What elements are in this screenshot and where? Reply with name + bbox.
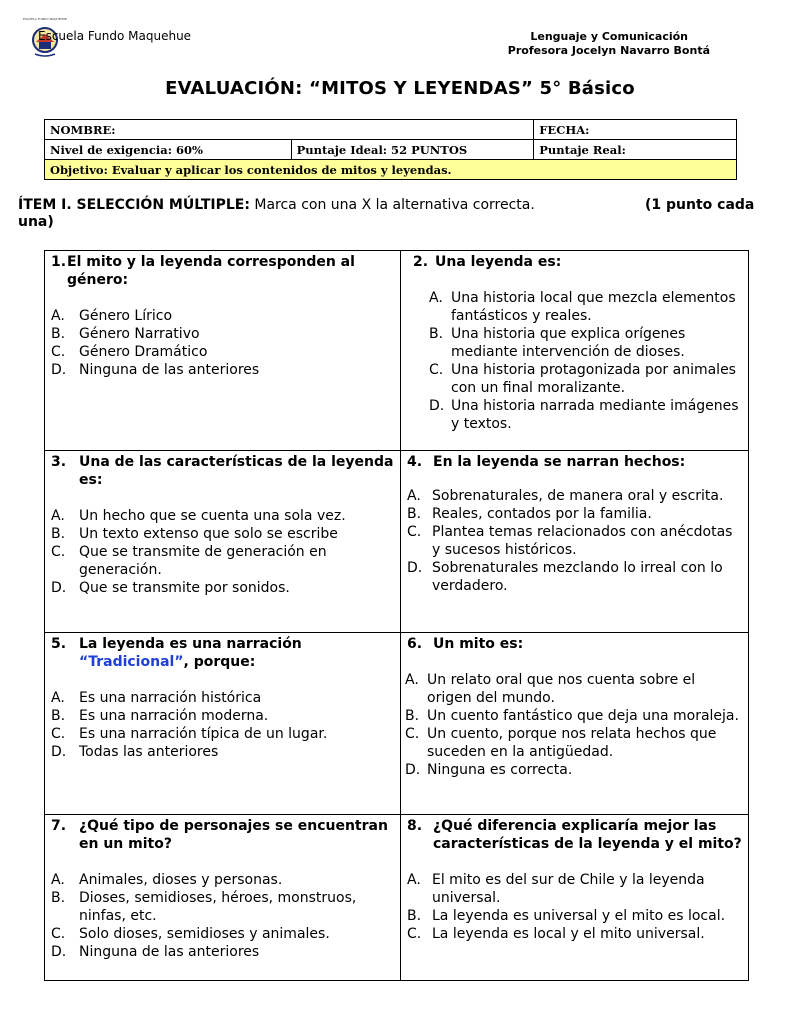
option-text: El mito es del sur de Chile y la leyenda universal. — [432, 872, 705, 906]
option-text: Género Dramático — [79, 344, 208, 360]
option-b[interactable] — [51, 889, 395, 925]
option-text: Animales, dioses y personas. — [79, 872, 283, 888]
option-text: La leyenda es local y el mito universal. — [432, 926, 705, 942]
option-letter: D. — [51, 744, 67, 760]
option-text: Ninguna es correcta. — [427, 762, 573, 778]
option-letter: D. — [51, 362, 67, 378]
option-letter: B. — [51, 708, 66, 724]
option-b[interactable] — [51, 707, 395, 725]
highlight-tradicional: “Tradicional” — [79, 654, 184, 670]
option-b[interactable] — [407, 907, 743, 925]
question-4 — [401, 451, 749, 633]
fecha-field[interactable]: FECHA: — [534, 120, 737, 140]
item-points-cont: una) — [18, 214, 54, 230]
option-text: Que se transmite por sonidos. — [79, 580, 290, 596]
subject-block — [486, 30, 710, 58]
question-stem — [51, 817, 395, 853]
option-letter: D. — [407, 560, 423, 576]
question-number: 5. — [51, 636, 67, 652]
option-letter: A. — [405, 672, 419, 688]
option-letter: C. — [51, 926, 66, 942]
option-letter: B. — [407, 506, 422, 522]
option-letter: C. — [407, 926, 422, 942]
option-text: Es una narración histórica — [79, 690, 262, 706]
options-list — [407, 871, 743, 943]
option-letter: A. — [407, 872, 421, 888]
options-list — [405, 671, 743, 779]
option-text: Todas las anteriores — [79, 744, 219, 760]
options-list — [407, 487, 743, 595]
option-d[interactable] — [407, 559, 743, 595]
option-letter: A. — [51, 508, 65, 524]
question-stem — [51, 453, 395, 489]
question-number: 8. — [407, 818, 423, 834]
question-number: 4. — [407, 454, 423, 470]
option-letter: C. — [407, 524, 422, 540]
question-6 — [401, 633, 749, 815]
option-a[interactable] — [429, 289, 743, 325]
option-a[interactable] — [407, 871, 743, 907]
option-letter: C. — [429, 362, 444, 378]
option-letter: B. — [429, 326, 444, 342]
option-d[interactable] — [51, 361, 395, 379]
teacher-name: Profesora Jocelyn Navarro Bontá — [507, 44, 710, 57]
option-b[interactable] — [429, 325, 743, 361]
option-b[interactable] — [51, 325, 395, 343]
option-text: Un cuento, porque nos relata hechos que suceden en la antigüedad. — [427, 726, 717, 760]
option-a[interactable] — [407, 487, 743, 505]
question-number: 6. — [407, 636, 423, 652]
option-letter: B. — [51, 890, 66, 906]
option-c[interactable] — [51, 725, 395, 743]
option-text: Que se transmite de generación en generación. — [79, 544, 327, 578]
question-7 — [45, 815, 401, 981]
question-text: Un mito es: — [433, 636, 524, 652]
option-a[interactable] — [51, 871, 395, 889]
option-letter: D. — [51, 944, 67, 960]
option-text: Un cuento fantástico que deja una moraleja. — [427, 708, 739, 724]
nivel-exigencia: Nivel de exigencia: 60% — [45, 140, 292, 160]
option-a[interactable] — [51, 507, 395, 525]
option-text: Una historia local que mezcla elementos fantásticos y reales. — [451, 290, 736, 324]
option-letter: B. — [405, 708, 420, 724]
option-letter: C. — [51, 544, 66, 560]
nombre-field[interactable]: NOMBRE: — [45, 120, 534, 140]
option-letter: D. — [405, 762, 421, 778]
option-c[interactable] — [51, 925, 395, 943]
option-text: Sobrenaturales mezclando lo irreal con lo verdadero. — [432, 560, 723, 594]
question-number: 1. — [51, 254, 67, 270]
option-text: Plantea temas relacionados con anécdotas y sucesos históricos. — [432, 524, 733, 558]
question-text: El mito y la leyenda corresponden al género: — [67, 254, 355, 288]
option-letter: C. — [51, 344, 66, 360]
option-text: Dioses, semidioses, héroes, monstruos, ninfas, etc. — [79, 890, 357, 924]
student-info-table — [44, 119, 737, 180]
option-a[interactable] — [405, 671, 743, 707]
subject-name: Lenguaje y Comunicación — [530, 30, 688, 43]
option-c[interactable] — [407, 925, 743, 943]
option-text: Una historia protagonizada por animales con un final moralizante. — [451, 362, 736, 396]
question-stem — [407, 453, 743, 471]
objetivo: Objetivo: Evaluar y aplicar los contenidos de mitos y leyendas. — [45, 160, 737, 180]
option-c[interactable] — [51, 343, 395, 361]
option-b[interactable] — [405, 707, 743, 725]
option-text: Es una narración moderna. — [79, 708, 269, 724]
question-stem — [51, 253, 395, 289]
question-3 — [45, 451, 401, 633]
question-1 — [45, 251, 401, 451]
option-c[interactable] — [429, 361, 743, 397]
option-c[interactable] — [407, 523, 743, 559]
option-a[interactable] — [51, 307, 395, 325]
item-points: (1 punto cada — [645, 197, 755, 213]
option-text: Un texto extenso que solo se escribe — [79, 526, 338, 542]
option-b[interactable] — [407, 505, 743, 523]
option-letter: A. — [51, 872, 65, 888]
option-text: Un hecho que se cuenta una sola vez. — [79, 508, 346, 524]
option-c[interactable] — [405, 725, 743, 761]
question-8 — [401, 815, 749, 981]
options-list — [51, 871, 395, 961]
item-heading — [18, 197, 758, 231]
option-text: Una historia que explica orígenes mediante intervención de dioses. — [451, 326, 686, 360]
option-letter: C. — [405, 726, 420, 742]
option-text: Género Lírico — [79, 308, 173, 324]
questions-table — [44, 250, 749, 981]
question-text: En la leyenda se narran hechos: — [433, 454, 686, 470]
item-title: ÍTEM I. SELECCIÓN MÚLTIPLE: — [18, 197, 250, 213]
question-text: ¿Qué tipo de personajes se encuentran en un mito? — [79, 818, 388, 852]
options-list — [51, 507, 395, 597]
puntaje-ideal: Puntaje Ideal: 52 PUNTOS — [291, 140, 534, 160]
option-d[interactable] — [429, 397, 743, 433]
question-number: 2. — [413, 254, 429, 270]
question-text: La leyenda es una narración “Tradicional”, porque: — [79, 636, 302, 670]
option-text: Género Narrativo — [79, 326, 200, 342]
school-name: Escuela Fundo Maquehue — [38, 29, 192, 43]
question-stem — [51, 635, 395, 671]
option-letter: D. — [429, 398, 445, 414]
option-text: La leyenda es universal y el mito es local. — [432, 908, 726, 924]
option-text: Ninguna de las anteriores — [79, 362, 260, 378]
question-text: Una de las características de la leyenda es: — [79, 454, 394, 488]
option-letter: B. — [51, 326, 66, 342]
puntaje-real-field[interactable]: Puntaje Real: — [534, 140, 737, 160]
option-a[interactable] — [51, 689, 395, 707]
option-letter: C. — [51, 726, 66, 742]
question-number: 3. — [51, 454, 67, 470]
question-2 — [401, 251, 749, 451]
options-list — [407, 289, 743, 433]
question-5 — [45, 633, 401, 815]
logo-text: ESCUELA FUNDO MAQUEHUE — [23, 17, 67, 21]
option-d[interactable] — [51, 743, 395, 761]
option-letter: B. — [407, 908, 422, 924]
option-text: Ninguna de las anteriores — [79, 944, 260, 960]
option-d[interactable] — [51, 579, 395, 597]
question-stem — [407, 817, 743, 853]
option-letter: B. — [51, 526, 66, 542]
option-letter: A. — [429, 290, 443, 306]
option-text: Es una narración típica de un lugar. — [79, 726, 328, 742]
question-stem — [407, 253, 743, 271]
option-text: Un relato oral que nos cuenta sobre el origen del mundo. — [427, 672, 696, 706]
question-stem — [407, 635, 743, 653]
option-text: Una historia narrada mediante imágenes y textos. — [451, 398, 739, 432]
option-letter: A. — [407, 488, 421, 504]
option-letter: A. — [51, 690, 65, 706]
question-number: 7. — [51, 818, 67, 834]
question-text: Una leyenda es: — [435, 254, 562, 270]
options-list — [51, 689, 395, 761]
option-text: Sobrenaturales, de manera oral y escrita. — [432, 488, 724, 504]
option-text: Solo dioses, semidioses y animales. — [79, 926, 330, 942]
page-title: EVALUACIÓN: “MITOS Y LEYENDAS” 5° Básico — [165, 78, 635, 99]
option-d[interactable] — [51, 943, 395, 961]
options-list — [51, 307, 395, 379]
item-instruction: Marca con una X la alternativa correcta. — [249, 197, 535, 213]
option-letter: A. — [51, 308, 65, 324]
option-c[interactable] — [51, 543, 395, 579]
option-d[interactable] — [405, 761, 743, 779]
option-letter: D. — [51, 580, 67, 596]
question-text: ¿Qué diferencia explicaría mejor las características de la leyenda y el mito? — [433, 818, 742, 852]
option-text: Reales, contados por la familia. — [432, 506, 652, 522]
option-b[interactable] — [51, 525, 395, 543]
